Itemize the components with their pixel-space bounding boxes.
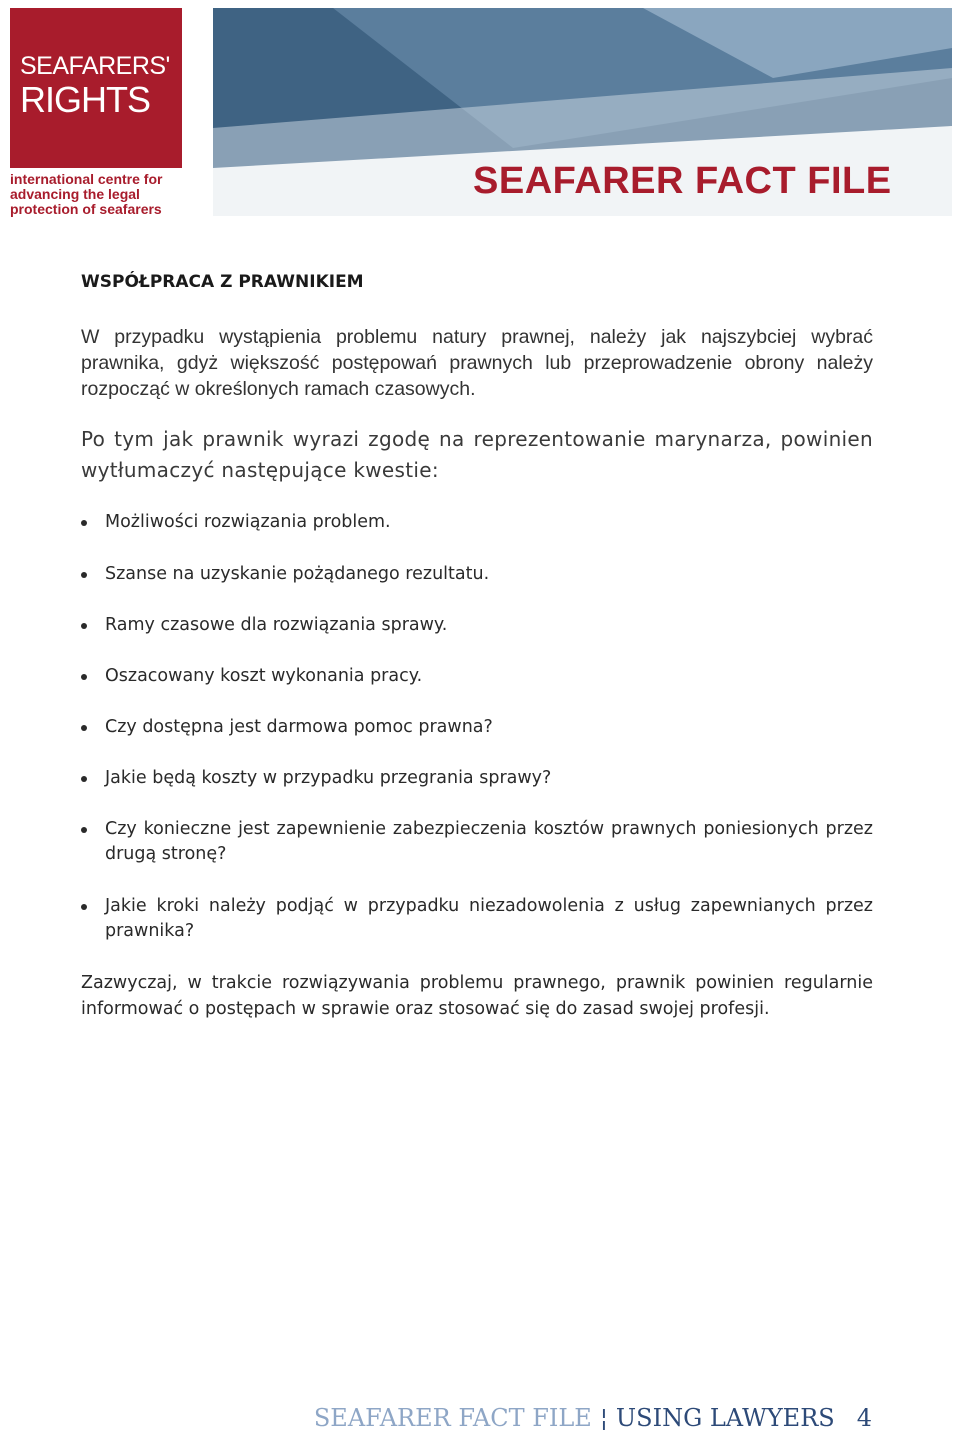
footer-section: USING LAWYERS	[615, 1404, 835, 1432]
list-item-text: Czy dostępna jest darmowa pomoc prawna?	[105, 717, 493, 737]
logo-tagline	[10, 172, 182, 217]
bullet-icon	[81, 725, 87, 731]
seafarers-rights-logo	[10, 8, 182, 216]
logo-tagline-line: international centre for	[10, 171, 163, 187]
list-item-text: Czy konieczne jest zapewnienie zabezpieczenia kosztów prawnych poniesionych przez drugą stronę?	[105, 819, 873, 864]
list-item-text: Jakie kroki należy podjąć w przypadku niezadowolenia z usług zapewnianych przez prawnika?	[105, 896, 873, 941]
bullet-icon	[81, 776, 87, 782]
bullet-icon	[81, 623, 87, 629]
logo-tagline-line: advancing the legal	[10, 186, 140, 202]
banner-title: SEAFARER FACT FILE	[473, 160, 892, 202]
section-heading: WSPÓŁPRACA Z PRAWNIKIEM	[81, 272, 364, 292]
bullet-icon	[81, 572, 87, 578]
page-footer	[314, 1404, 872, 1432]
bullet-icon	[81, 904, 87, 910]
intro-paragraph: W przypadku wystąpienia problemu natury prawnej, należy jak najszybciej wybrać prawnika, gdyż większość postępowań prawnych lub przeprowadzenie obrony należy rozpocząć w określonych ramach czasowych.	[81, 326, 873, 400]
footer-series: SEAFARER FACT FILE	[313, 1404, 592, 1432]
page-number: 4	[856, 1404, 872, 1432]
header-banner	[213, 8, 952, 216]
list-item-text: Jakie będą koszty w przypadku przegrania sprawy?	[105, 768, 552, 788]
logo-line2: RIGHTS	[20, 79, 151, 120]
bullet-icon	[81, 827, 87, 833]
logo-tagline-line: protection of seafarers	[10, 201, 162, 217]
footer-separator: ¦	[599, 1404, 608, 1432]
lead-paragraph: Po tym jak prawnik wyrazi zgodę na reprezentowanie marynarza, powinien wytłumaczyć następujące kwestie:	[81, 427, 873, 482]
list-item-text: Szanse na uzyskanie pożądanego rezultatu.	[105, 564, 490, 584]
list-item-text: Oszacowany koszt wykonania pracy.	[105, 666, 423, 686]
logo-line1: SEAFARERS'	[20, 52, 170, 80]
bullet-icon	[81, 520, 87, 526]
list-item-text: Możliwości rozwiązania problem.	[105, 512, 391, 532]
logo-red-block	[10, 8, 182, 168]
bullet-icon	[81, 674, 87, 680]
list-item-text: Ramy czasowe dla rozwiązania sprawy.	[105, 615, 448, 635]
closing-paragraph: Zazwyczaj, w trakcie rozwiązywania problemu prawnego, prawnik powinien regularnie informować o postępach w sprawie oraz stosować się do zasad swojej profesji.	[81, 973, 873, 1019]
